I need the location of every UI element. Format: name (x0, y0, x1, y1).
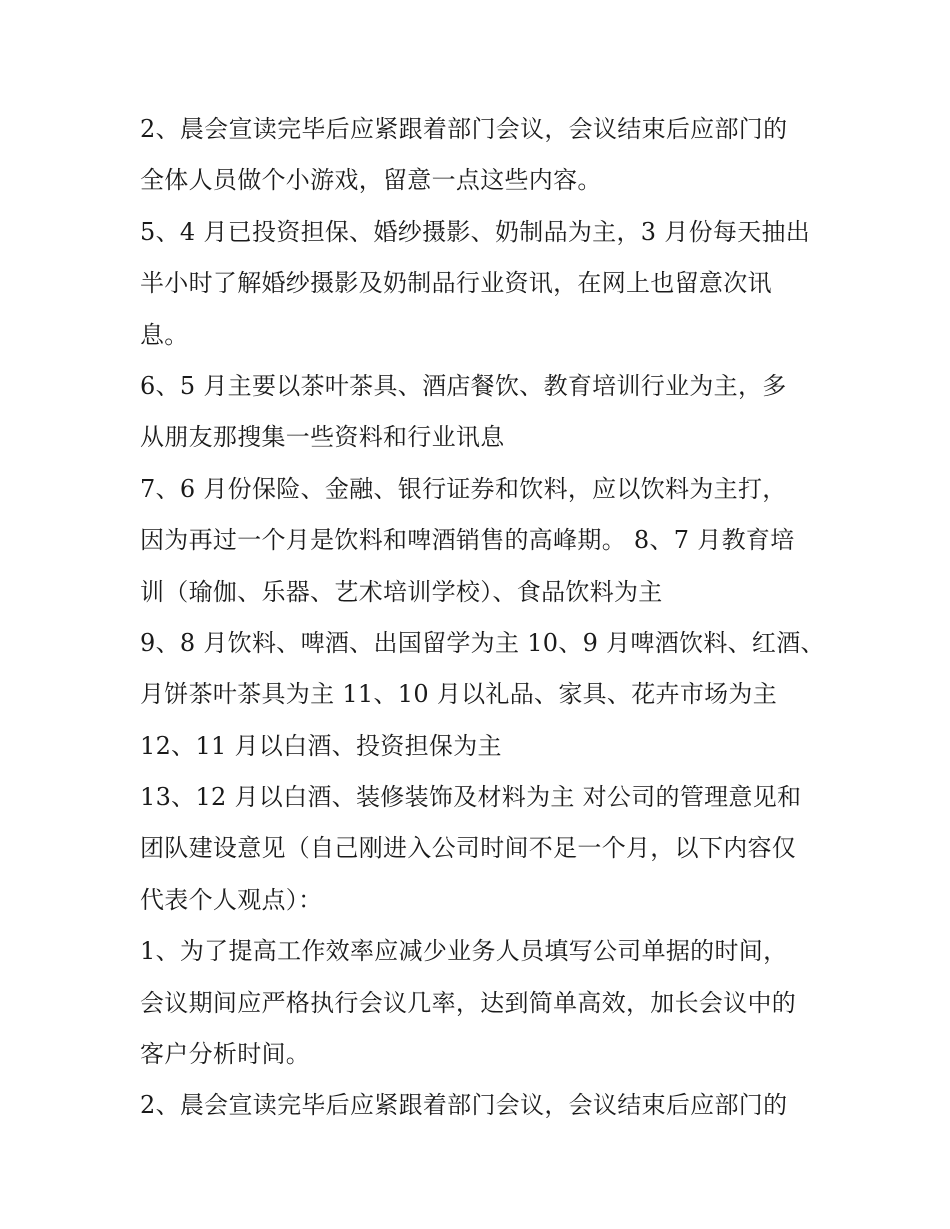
text-line: 会议期间应严格执行会议几率，达到简单高效，加长会议中的 (140, 988, 797, 1017)
text-line: 代表个人观点）： (140, 885, 323, 914)
text-line: 因为再过一个月是饮料和啤酒销售的高峰期。 8、7 月教育培 (140, 526, 795, 555)
text-line: 全体人员做个小游戏，留意一点这些内容。 (140, 166, 602, 195)
document-body (140, 104, 830, 1132)
text-line: 7、6 月份保险、金融、银行证券和饮料，应以饮料为主打， (140, 474, 787, 503)
text-line: 月饼茶叶茶具为主 11、10 月以礼品、家具、花卉市场为主 (140, 680, 778, 709)
text-line: 1、为了提高工作效率应减少业务人员填写公司单据的时间， (140, 937, 788, 966)
text-line: 9、8 月饮料、啤酒、出国留学为主 10、9 月啤酒饮料、红酒、 (140, 628, 825, 657)
text-line: 息。 (140, 320, 189, 349)
text-line: 从朋友那搜集一些资料和行业讯息 (140, 423, 505, 452)
text-line: 13、12 月以白酒、装修装饰及材料为主 对公司的管理意见和 (140, 783, 802, 812)
text-line: 2、晨会宣读完毕后应紧跟着部门会议，会议结束后应部门的 (140, 1091, 788, 1120)
text-line: 训（瑜伽、乐器、艺术培训学校）、食品饮料为主 (140, 577, 663, 606)
text-line: 6、5 月主要以茶叶茶具、酒店餐饮、教育培训行业为主，多 (140, 371, 787, 400)
text-line: 2、晨会宣读完毕后应紧跟着部门会议，会议结束后应部门的 (140, 115, 788, 143)
text-line: 5、4 月已投资担保、婚纱摄影、奶制品为主，3 月份每天抽出 (140, 217, 811, 246)
text-line: 团队建设意见（自己刚进入公司时间不足一个月，以下内容仅 (140, 834, 797, 863)
text-line: 12、11 月以白酒、投资担保为主 (140, 731, 502, 760)
text-line: 客户分析时间。 (140, 1040, 311, 1069)
text-line: 半小时了解婚纱摄影及奶制品行业资讯，在网上也留意次讯 (140, 269, 772, 298)
